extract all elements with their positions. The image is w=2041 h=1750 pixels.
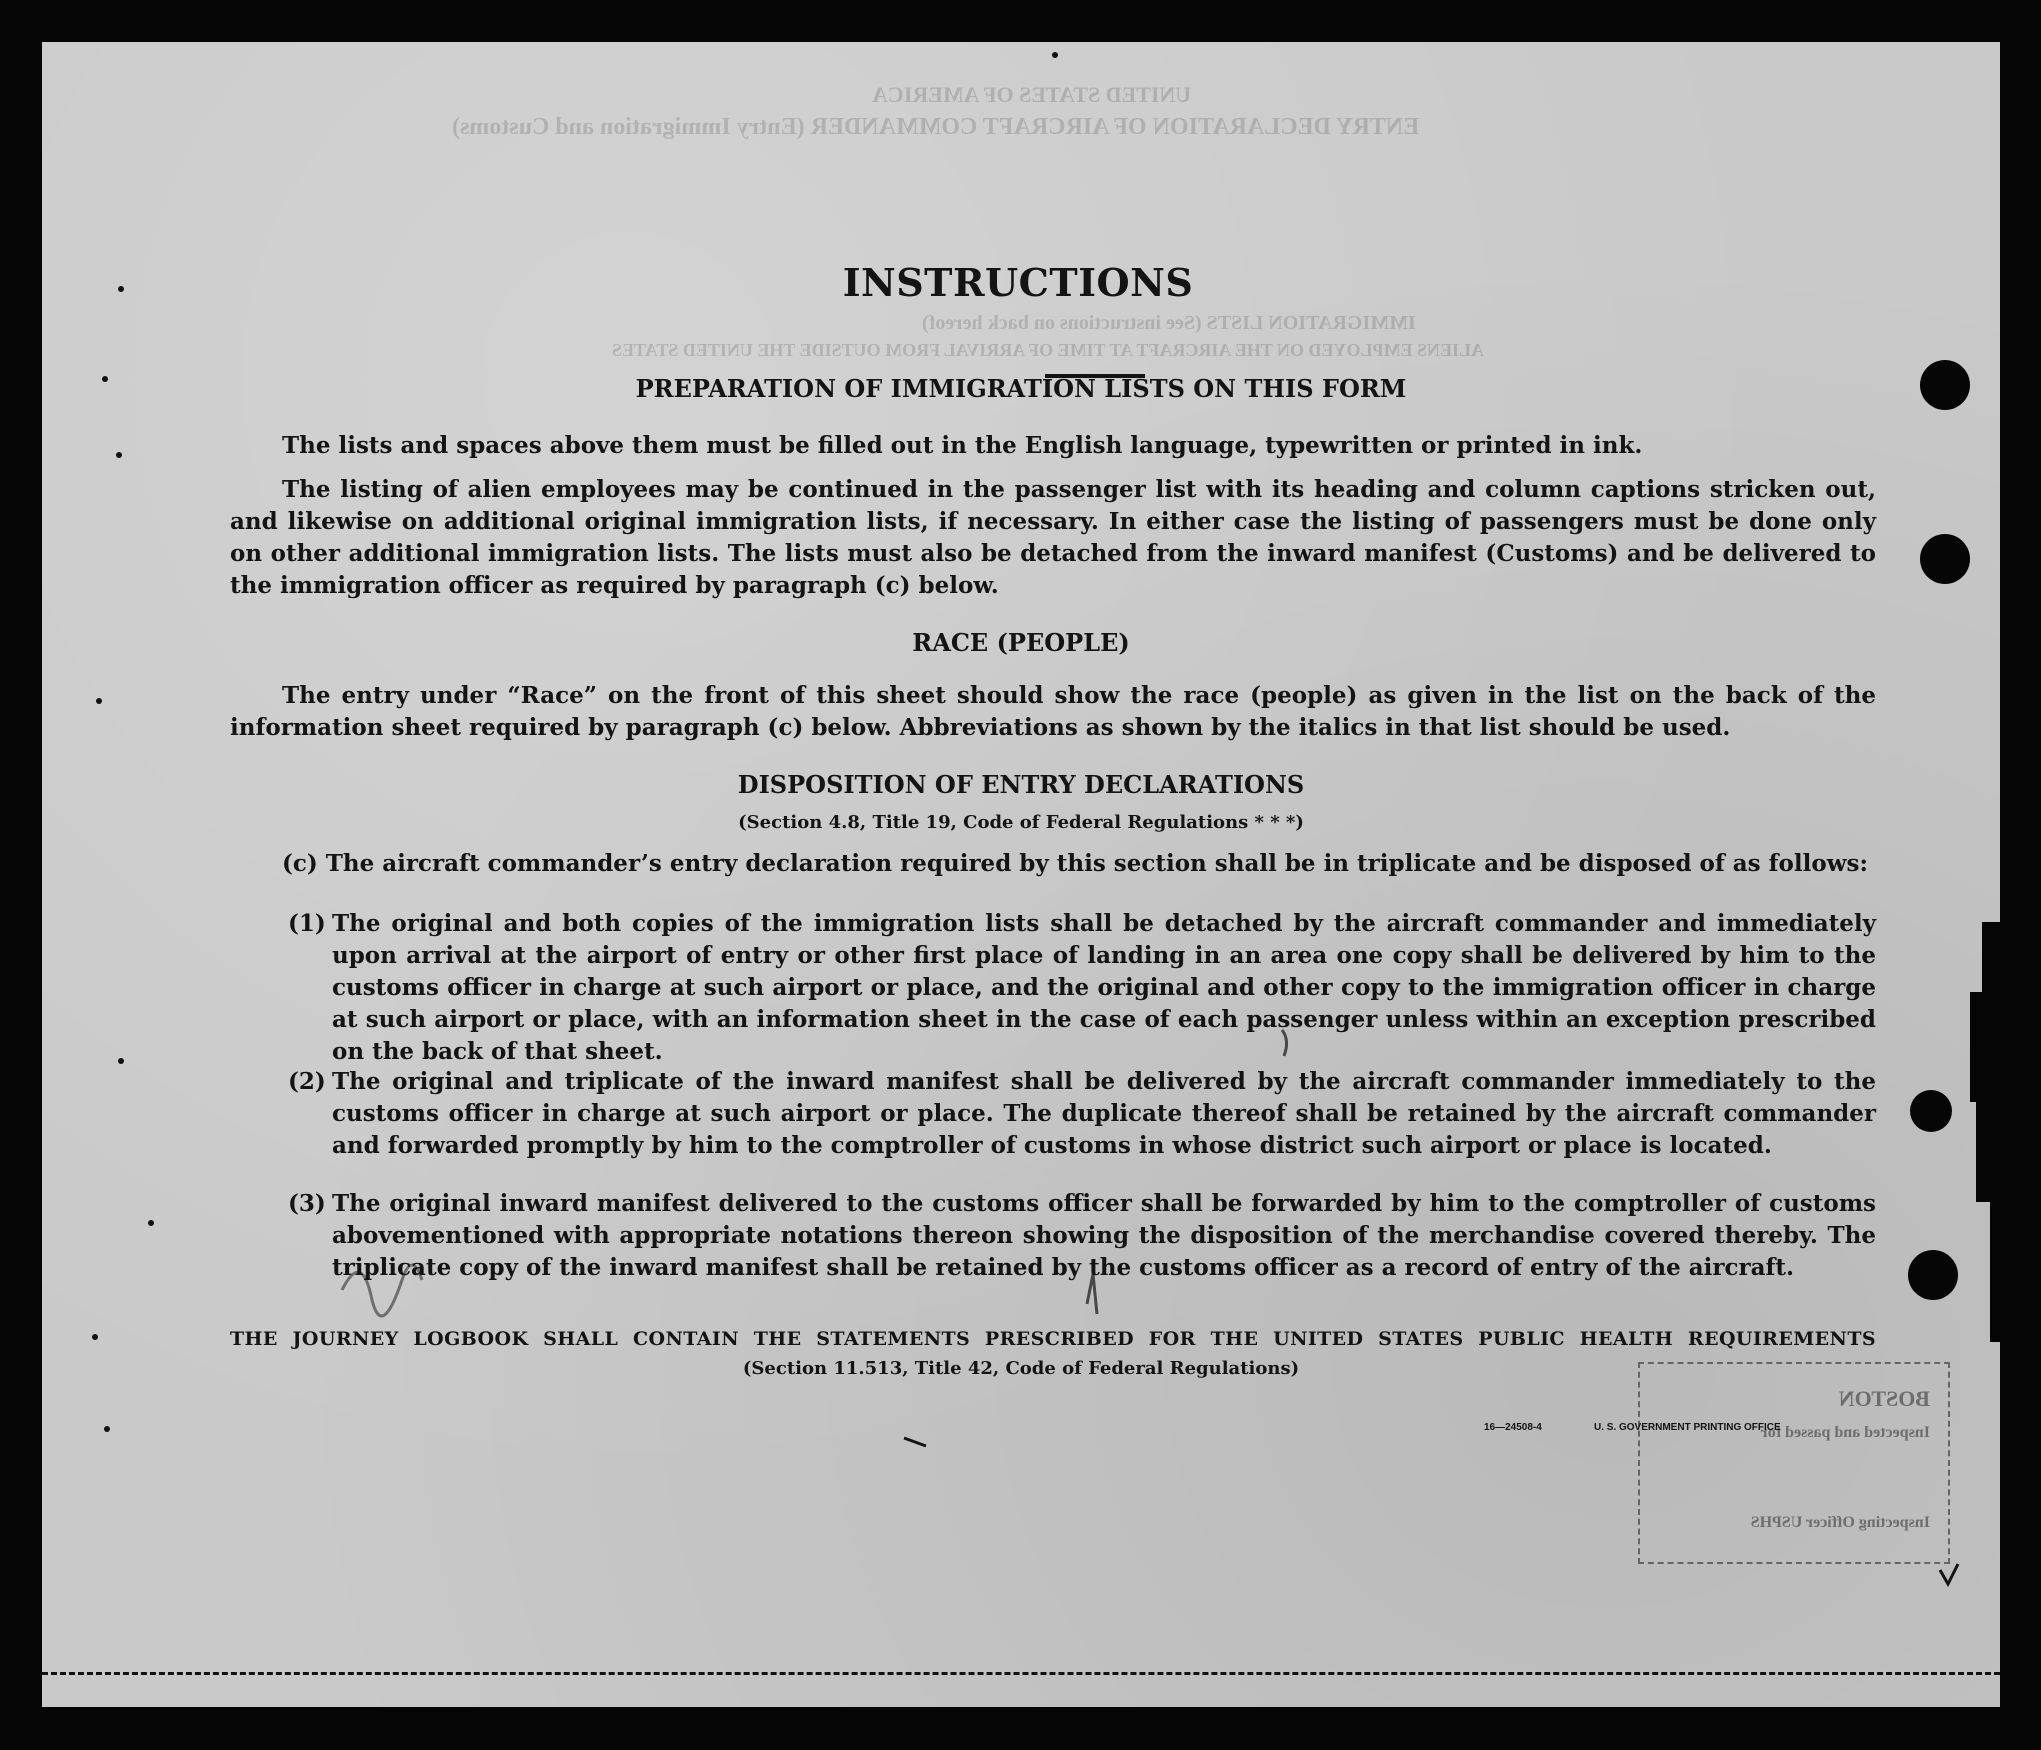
form-sheet (42, 42, 2000, 1707)
intro-label: (c) (282, 850, 318, 877)
clause-text: The original and both copies of the immigration lists shall be detached by the aircraft commander and immediately upon arrival at the airport of entry or other first place of landing in an area one copy shall be delivered by him to the customs officer in charge at such airport or place, and the original and other copy to the immigration officer in charge at such airport or place, with an information sheet in the case of each passenger unless within an exception prescribed on the back of that sheet. (332, 910, 1876, 1065)
clause-text: The original and triplicate of the inward manifest shall be delivered by the aircraft commander immediately to the customs officer in charge at such airport or place. The duplicate thereof shall be retained by the aircraft commander and forwarded promptly by him to the comptroller of customs in whose district such airport or place is located. (332, 1068, 1876, 1159)
section-heading-preparation: PREPARATION OF IMMIGRATION LISTS ON THIS FORM (635, 374, 1407, 403)
page-title: INSTRUCTIONS (842, 260, 1194, 305)
preparation-paragraph-1: The lists and spaces above them must be filled out in the English language, typewritten or printed in ink. (282, 432, 1643, 459)
bleed-through-line-1: UNITED STATES OF AMERICA (872, 82, 1192, 107)
bleed-through-line-4: ALIENS EMPLOYED ON THE AIRCRAFT AT TIME OF ARRIVAL FROM OUTSIDE THE UNITED STATES (612, 340, 1485, 360)
handwriting-marks (42, 42, 2000, 1707)
form-number: 16—24508-4 (1484, 1422, 1542, 1433)
bleed-through-line-3: IMMIGRATION LISTS (See instructions on back hereof) (922, 312, 1416, 334)
clause-number: (2) (288, 1068, 326, 1095)
health-citation: (Section 11.513, Title 42, Code of Federal Regulations) (742, 1358, 1300, 1379)
clause-number: (3) (288, 1190, 326, 1217)
printer-imprint: U. S. GOVERNMENT PRINTING OFFICE (1594, 1422, 1781, 1433)
stamp-city: BOSTON (1838, 1386, 1930, 1411)
clause-number: (1) (288, 910, 326, 937)
race-paragraph: The entry under “Race” on the front of this sheet should show the race (people) as given in the list on the back of the information sheet required by paragraph (c) below. Abbreviations as shown by the italics in that list should be used. (230, 682, 1876, 741)
stamp-line: Inspected and passed for (1760, 1424, 1930, 1441)
section-heading-disposition: DISPOSITION OF ENTRY DECLARATIONS (737, 770, 1305, 799)
perforation-line (42, 1672, 2000, 1675)
preparation-paragraph-2: The listing of alien employees may be continued in the passenger list with its heading and column captions stricken out, and likewise on additional original immigration lists, if necessary. In either case the listing of passengers must be done only on other additional immigration lists. The lists must also be detached from the inward manifest (Customs) and be delivered to the immigration officer as required by paragraph (c) below. (230, 476, 1876, 599)
intro-text: The aircraft commander’s entry declaration required by this section shall be in triplicate and be disposed of as follows: (325, 850, 1868, 877)
clause-text: The original inward manifest delivered to the customs officer shall be forwarded by him to the comptroller of customs abovementioned with appropriate notations thereon showing the disposition of the merchandise covered thereby. The triplicate copy of the inward manifest shall be retained by the customs officer as a record of entry of the aircraft. (332, 1190, 1876, 1281)
health-requirements-statement: THE JOURNEY LOGBOOK SHALL CONTAIN THE STATEMENTS PRESCRIBED FOR THE UNITED STATES PUBLIC HEALTH REQUIREMENTS (230, 1328, 1876, 1350)
stamp-line: Inspecting Officer USPHS (1750, 1514, 1930, 1531)
disposition-citation: (Section 4.8, Title 19, Code of Federal Regulations * * *) (738, 812, 1304, 833)
section-heading-race: RACE (PEOPLE) (912, 628, 1130, 657)
bleed-through-line-2: ENTRY DECLARATION OF AIRCRAFT COMMANDER (Entry Immigration and Customs) (452, 114, 1420, 140)
